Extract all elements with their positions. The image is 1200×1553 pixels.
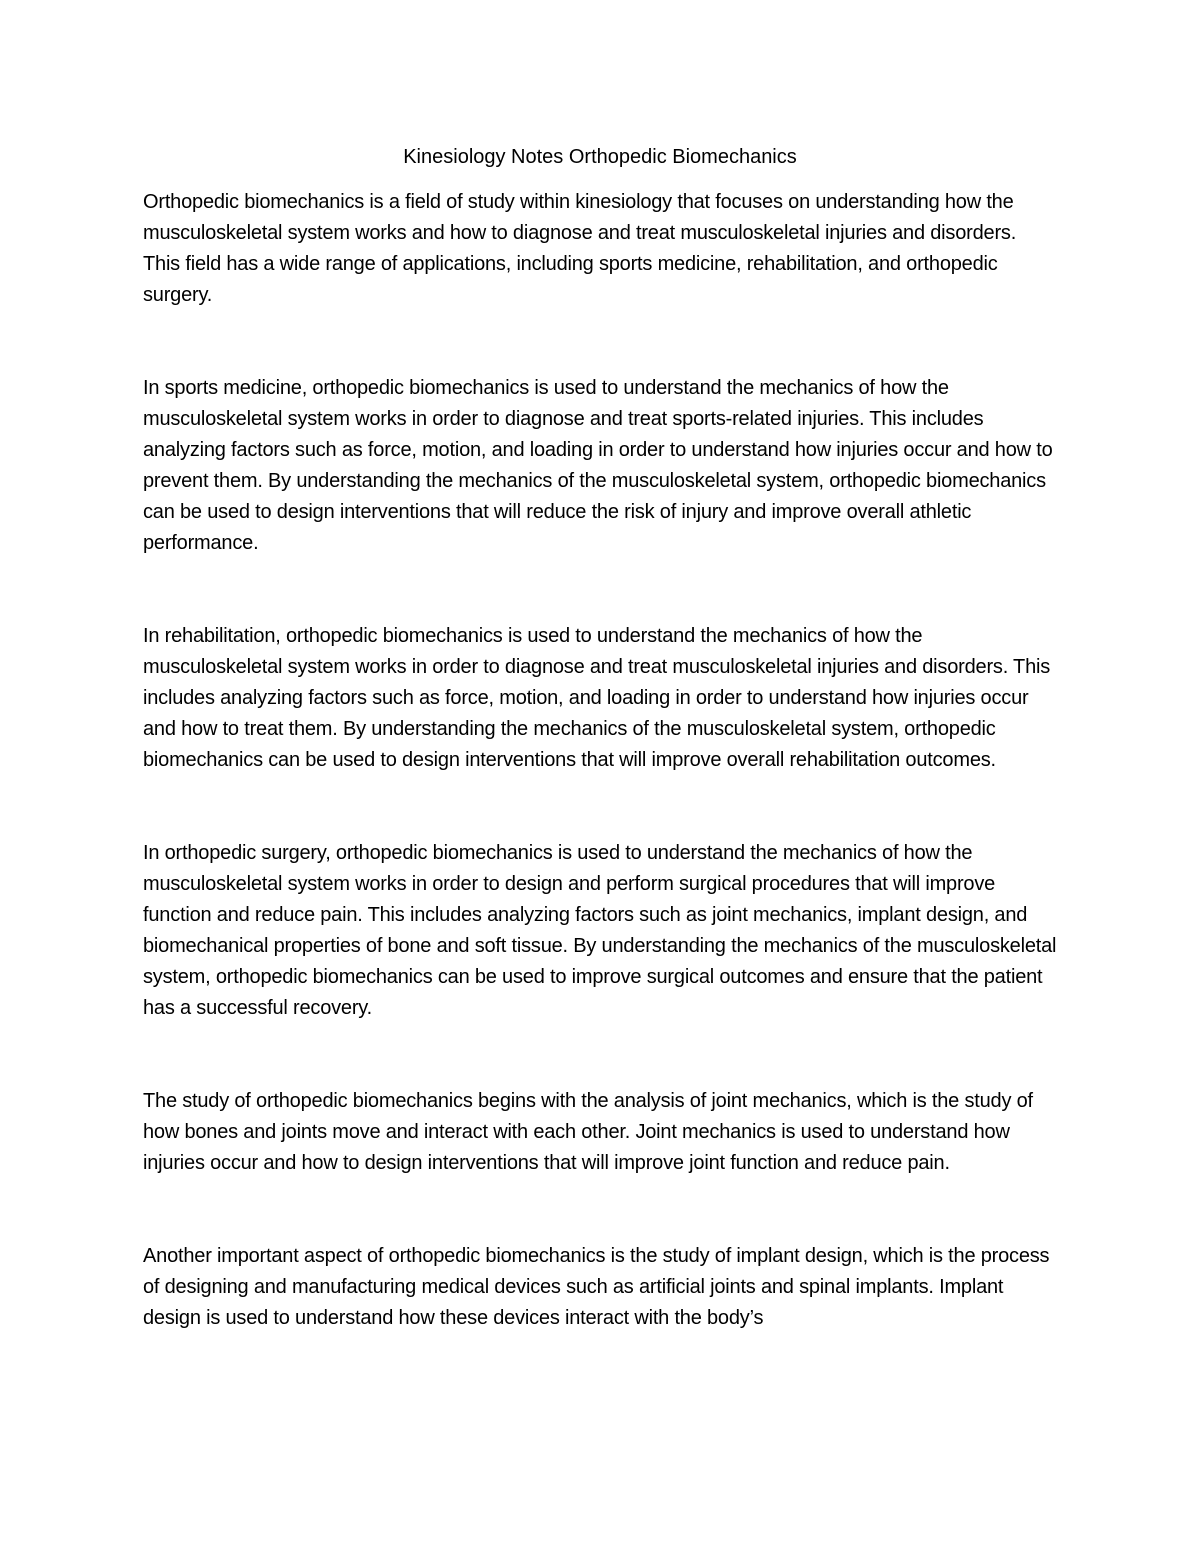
- paragraph-rehabilitation: In rehabilitation, orthopedic biomechanics is used to understand the mechanics of how the musculoskeletal system works in order to diagnose and treat musculoskeletal injuries and disorders. This includes analyzing factors such as force, motion, and loading in order to understand how injuries occur and how to treat them. By understanding the mechanics of the musculoskeletal system, orthopedic biomechanics can be used to design interventions that will improve overall rehabilitation outcomes.: [143, 625, 1051, 771]
- paragraph-introduction: Orthopedic biomechanics is a field of study within kinesiology that focuses on understanding how the musculoskeletal system works and how to diagnose and treat musculoskeletal injuries and disorders. This field has a wide range of applications, including sports medicine, rehabilitation, and orthopedic surgery.: [143, 191, 1017, 306]
- document-title: Kinesiology Notes Orthopedic Biomechanics: [403, 146, 797, 168]
- document-body: [143, 187, 1058, 1396]
- paragraph-sports-medicine: In sports medicine, orthopedic biomechanics is used to understand the mechanics of how the musculoskeletal system works in order to diagnose and treat sports-related injuries. This includes analyzing factors such as force, motion, and loading in order to understand how injuries occur and how to prevent them. By understanding the mechanics of the musculoskeletal system, orthopedic biomechanics can be used to design interventions that will reduce the risk of injury and improve overall athletic performance.: [143, 377, 1053, 554]
- paragraph-orthopedic-surgery: In orthopedic surgery, orthopedic biomechanics is used to understand the mechanics of how the musculoskeletal system works in order to design and perform surgical procedures that will improve function and reduce pain. This includes analyzing factors such as joint mechanics, implant design, and biomechanical properties of bone and soft tissue. By understanding the mechanics of the musculoskeletal system, orthopedic biomechanics can be used to improve surgical outcomes and ensure that the patient has a successful recovery.: [143, 842, 1057, 1019]
- paragraph-implant-design: Another important aspect of orthopedic biomechanics is the study of implant design, which is the process of designing and manufacturing medical devices such as artificial joints and spinal implants. Implant design is used to understand how these devices interact with the body’s: [143, 1245, 1050, 1329]
- paragraph-joint-mechanics: The study of orthopedic biomechanics begins with the analysis of joint mechanics, which is the study of how bones and joints move and interact with each other. Joint mechanics is used to understand how injuries occur and how to design interventions that will improve joint function and reduce pain.: [143, 1090, 1033, 1174]
